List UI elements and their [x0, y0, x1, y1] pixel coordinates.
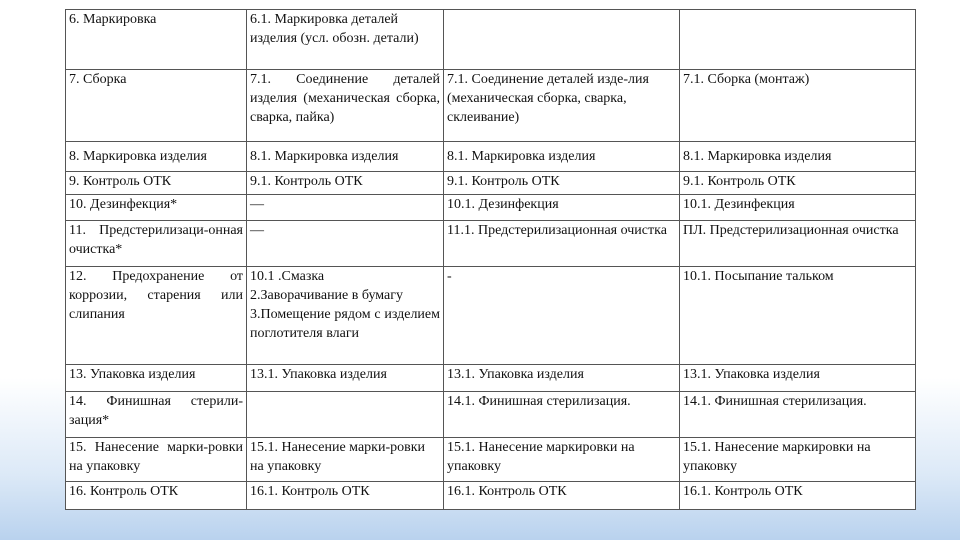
table-cell: 16. Контроль ОТК	[66, 482, 247, 510]
table-cell: 11.1. Предстерилизационная очистка	[444, 221, 680, 267]
table-cell: 10.1. Посыпание тальком	[680, 267, 916, 365]
table-cell: 8. Маркировка изделия	[66, 142, 247, 172]
table-cell: 7. Сборка	[66, 70, 247, 142]
table-cell: 7.1. Сборка (монтаж)	[680, 70, 916, 142]
table-row	[66, 267, 916, 365]
table-row	[66, 172, 916, 195]
table-cell: —	[247, 221, 444, 267]
document-page	[65, 9, 915, 509]
table-row	[66, 195, 916, 221]
table-row	[66, 482, 916, 510]
table-cell: 15. Нанесение марки-ровки на упаковку	[66, 438, 247, 482]
table-cell: 14.1. Финишная стерилизация.	[680, 392, 916, 438]
table-cell: 10.1. Дезинфекция	[680, 195, 916, 221]
table-cell: 11. Предстерилизаци-онная очистка*	[66, 221, 247, 267]
table-cell: 9.1. Контроль ОТК	[247, 172, 444, 195]
table-cell: 10.1. Дезинфекция	[444, 195, 680, 221]
table-row	[66, 142, 916, 172]
table-cell: 15.1. Нанесение маркировки на упаковку	[680, 438, 916, 482]
table-cell: 8.1. Маркировка изделия	[444, 142, 680, 172]
table-row	[66, 365, 916, 392]
table-cell: 13.1. Упаковка изделия	[680, 365, 916, 392]
table-cell: 8.1. Маркировка изделия	[680, 142, 916, 172]
table-cell: 9.1. Контроль ОТК	[680, 172, 916, 195]
table-cell: 9.1. Контроль ОТК	[444, 172, 680, 195]
table-cell: 7.1. Соединение деталей изделия (механическая сборка, сварка, пайка)	[247, 70, 444, 142]
table-cell: -	[444, 267, 680, 365]
table-cell: 16.1. Контроль ОТК	[247, 482, 444, 510]
table-cell	[680, 10, 916, 70]
table-cell	[247, 392, 444, 438]
table-cell	[247, 267, 444, 365]
cell-line: 2.Заворачивание в бумагу	[250, 288, 404, 303]
table-cell: —	[247, 195, 444, 221]
table-row	[66, 10, 916, 70]
table-cell: 16.1. Контроль ОТК	[444, 482, 680, 510]
table-row	[66, 221, 916, 267]
table-cell: 6. Маркировка	[66, 10, 247, 70]
table-cell: 15.1. Нанесение марки-ровки на упаковку	[247, 438, 444, 482]
table-cell: 14. Финишная стерили-зация*	[66, 392, 247, 438]
table-cell: 7.1. Соединение деталей изде-лия (механическая сборка, сварка, склеивание)	[444, 70, 680, 142]
table-cell: 10. Дезинфекция*	[66, 195, 247, 221]
process-table	[65, 9, 916, 510]
table-row	[66, 392, 916, 438]
table-cell: 13.1. Упаковка изделия	[444, 365, 680, 392]
table-cell: 13.1. Упаковка изделия	[247, 365, 444, 392]
table-cell: 14.1. Финишная стерилизация.	[444, 392, 680, 438]
table-cell: 8.1. Маркировка изделия	[247, 142, 444, 172]
table-cell: 12. Предохранение от коррозии, старения или слипания	[66, 267, 247, 365]
cell-line: 10.1 .Смазка	[250, 269, 325, 284]
table-cell: ПЛ. Предстерилизационная очистка	[680, 221, 916, 267]
table-cell	[444, 10, 680, 70]
table-cell: 15.1. Нанесение маркировки на упаковку	[444, 438, 680, 482]
table-row	[66, 438, 916, 482]
cell-line: 3.Помещение рядом с изделием поглотителя влаги	[250, 307, 440, 341]
table-cell: 16.1. Контроль ОТК	[680, 482, 916, 510]
table-cell: 9. Контроль ОТК	[66, 172, 247, 195]
table-cell: 13. Упаковка изделия	[66, 365, 247, 392]
table-cell: 6.1. Маркировка деталей изделия (усл. обозн. детали)	[247, 10, 444, 70]
table-row	[66, 70, 916, 142]
